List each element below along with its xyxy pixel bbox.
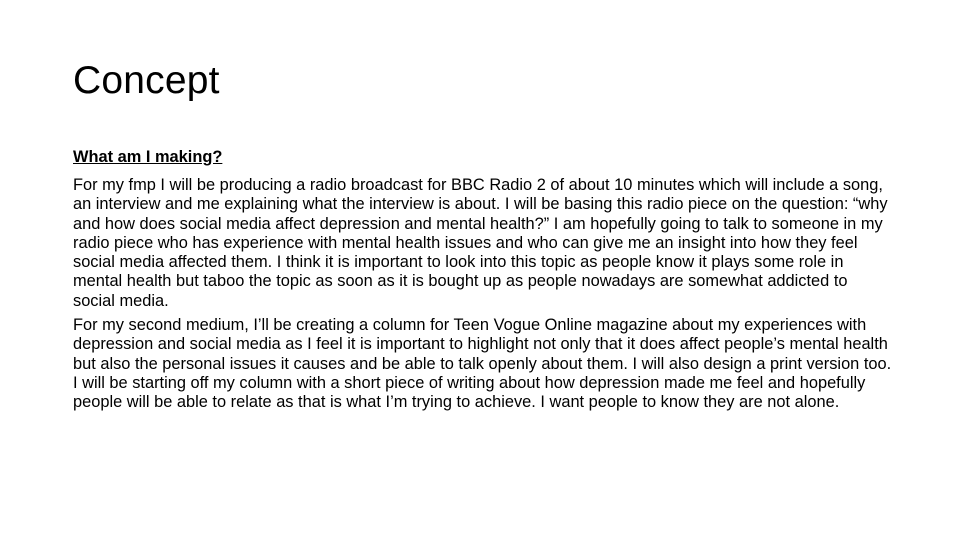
section-heading: What am I making? [73,148,223,166]
slide-title: Concept [73,59,220,102]
body-paragraph-radio: For my fmp I will be producing a radio broadcast for BBC Radio 2 of about 10 minutes which will include a song, an interview and me explaining what the interview is about. I will be basing this radio piece on the question: “why and how does social media affect depression and mental health?” I am hopefully going to talk to someone in my radio piece who has experience with mental health issues and who can give me an insight into how they feel social media affected them. I think it is important to look into this topic as people know it plays some role in mental health but taboo the topic as soon as it is bought up as people nowadays are somewhat addicted to social media. [73,176,888,310]
body-paragraph-column: For my second medium, I’ll be creating a column for Teen Vogue Online magazine about my experiences with depression and social media as I feel it is important to highlight not only that it does affect people’s mental health but also the personal issues it causes and be able to talk openly about them. I will also design a print version too. I will be starting off my column with a short piece of writing about how depression made me feel and hopefully people will be able to relate as that is what I’m trying to achieve. I want people to know they are not alone. [73,316,892,412]
slide-content [73,146,893,418]
